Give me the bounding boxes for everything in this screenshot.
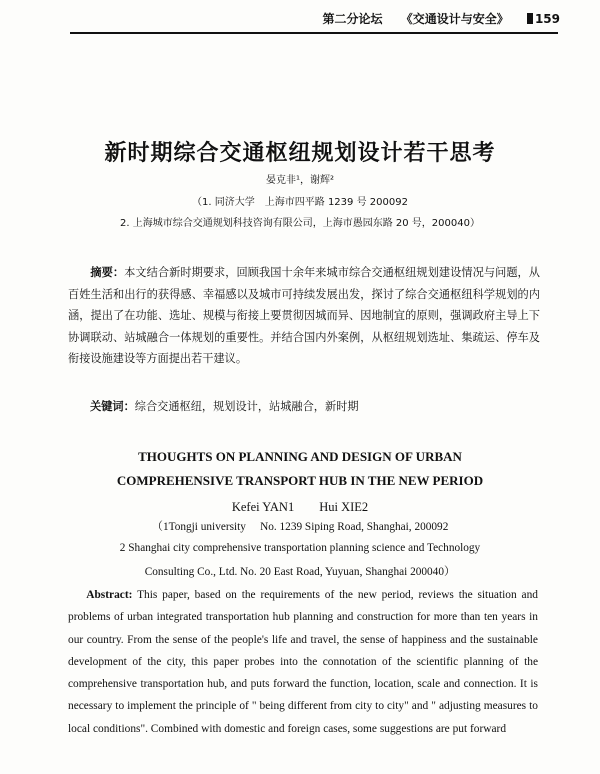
- keywords-cn: [90, 398, 540, 414]
- authors-en: Kefei YAN1 Hui XIE2: [231, 500, 369, 514]
- running-header: [70, 10, 560, 32]
- header-page-number: 159: [527, 12, 560, 26]
- abstract-cn-label: 摘要：: [90, 266, 125, 279]
- header-rule: [70, 32, 558, 34]
- authors-cn: 晏克非¹，谢辉²: [265, 175, 335, 186]
- abstract-en: [68, 584, 538, 740]
- affiliation-cn-2: 2. 上海城市综合交通规划科技咨询有限公司，上海市愚园东路 20 号，200040）: [120, 218, 480, 229]
- affiliation-en-2: 2 Shanghai city comprehensive transportation planning science and Technology: [119, 542, 481, 554]
- keywords-cn-label: 关键词：: [90, 400, 135, 413]
- affiliation-en-3: Consulting Co., Ltd. No. 20 East Road, Yuyuan, Shanghai 200040）: [144, 566, 456, 578]
- abstract-cn-text: 本文结合新时期要求，回顾我国十余年来城市综合交通枢纽规划建设情况与问题，从百姓生活和出行的获得感、幸福感以及城市可持续发展出发，探讨了综合交通枢纽科学规划的内涵，提出了在功能、选址、规模与衔接上要贯彻因城而异、因地制宜的原则，强调政府主导上下协调联动、站城融合一体规划的重要性。并结合国内外案例，从枢纽规划选址、集疏运、停车及衔接设施建设等方面提出若干建议。: [68, 266, 540, 366]
- header-section: 第二分论坛: [322, 12, 383, 26]
- paper-title-en-line-2: COMPREHENSIVE TRANSPORT HUB IN THE NEW PERIOD: [116, 473, 484, 488]
- affiliation-cn-1: （1. 同济大学 上海市四平路 1239 号 200092: [192, 197, 408, 208]
- abstract-cn: [68, 262, 540, 370]
- abstract-en-text: This paper, based on the requirements of the new period, reviews the situation and problems of urban integrated transportation hub planning and construction for more than ten years in our country. From the sense of the people's life and travel, the sense of happiness and the sustainable development of the city, this paper probes into the connotation of the scientific planning of the comprehensive transportation hub, and puts forward the function, location, scale and connection. It is necessary to implement the principle of " being different from city to city" and " adjusting measures to local conditions". Combined with domestic and foreign cases, some suggestions are put forward: [68, 589, 538, 735]
- paper-title-cn: 新时期综合交通枢纽规划设计若干思考: [104, 140, 496, 166]
- abstract-en-label: Abstract:: [86, 589, 133, 601]
- affiliation-en-1: （1Tongji university No. 1239 Siping Road, Shanghai, 200092: [151, 521, 449, 533]
- paper-title-en-line-1: THOUGHTS ON PLANNING AND DESIGN OF URBAN: [138, 449, 462, 464]
- header-journal: 《交通设计与安全》: [400, 12, 509, 26]
- keywords-cn-text: 综合交通枢纽，规划设计，站城融合，新时期: [134, 400, 359, 413]
